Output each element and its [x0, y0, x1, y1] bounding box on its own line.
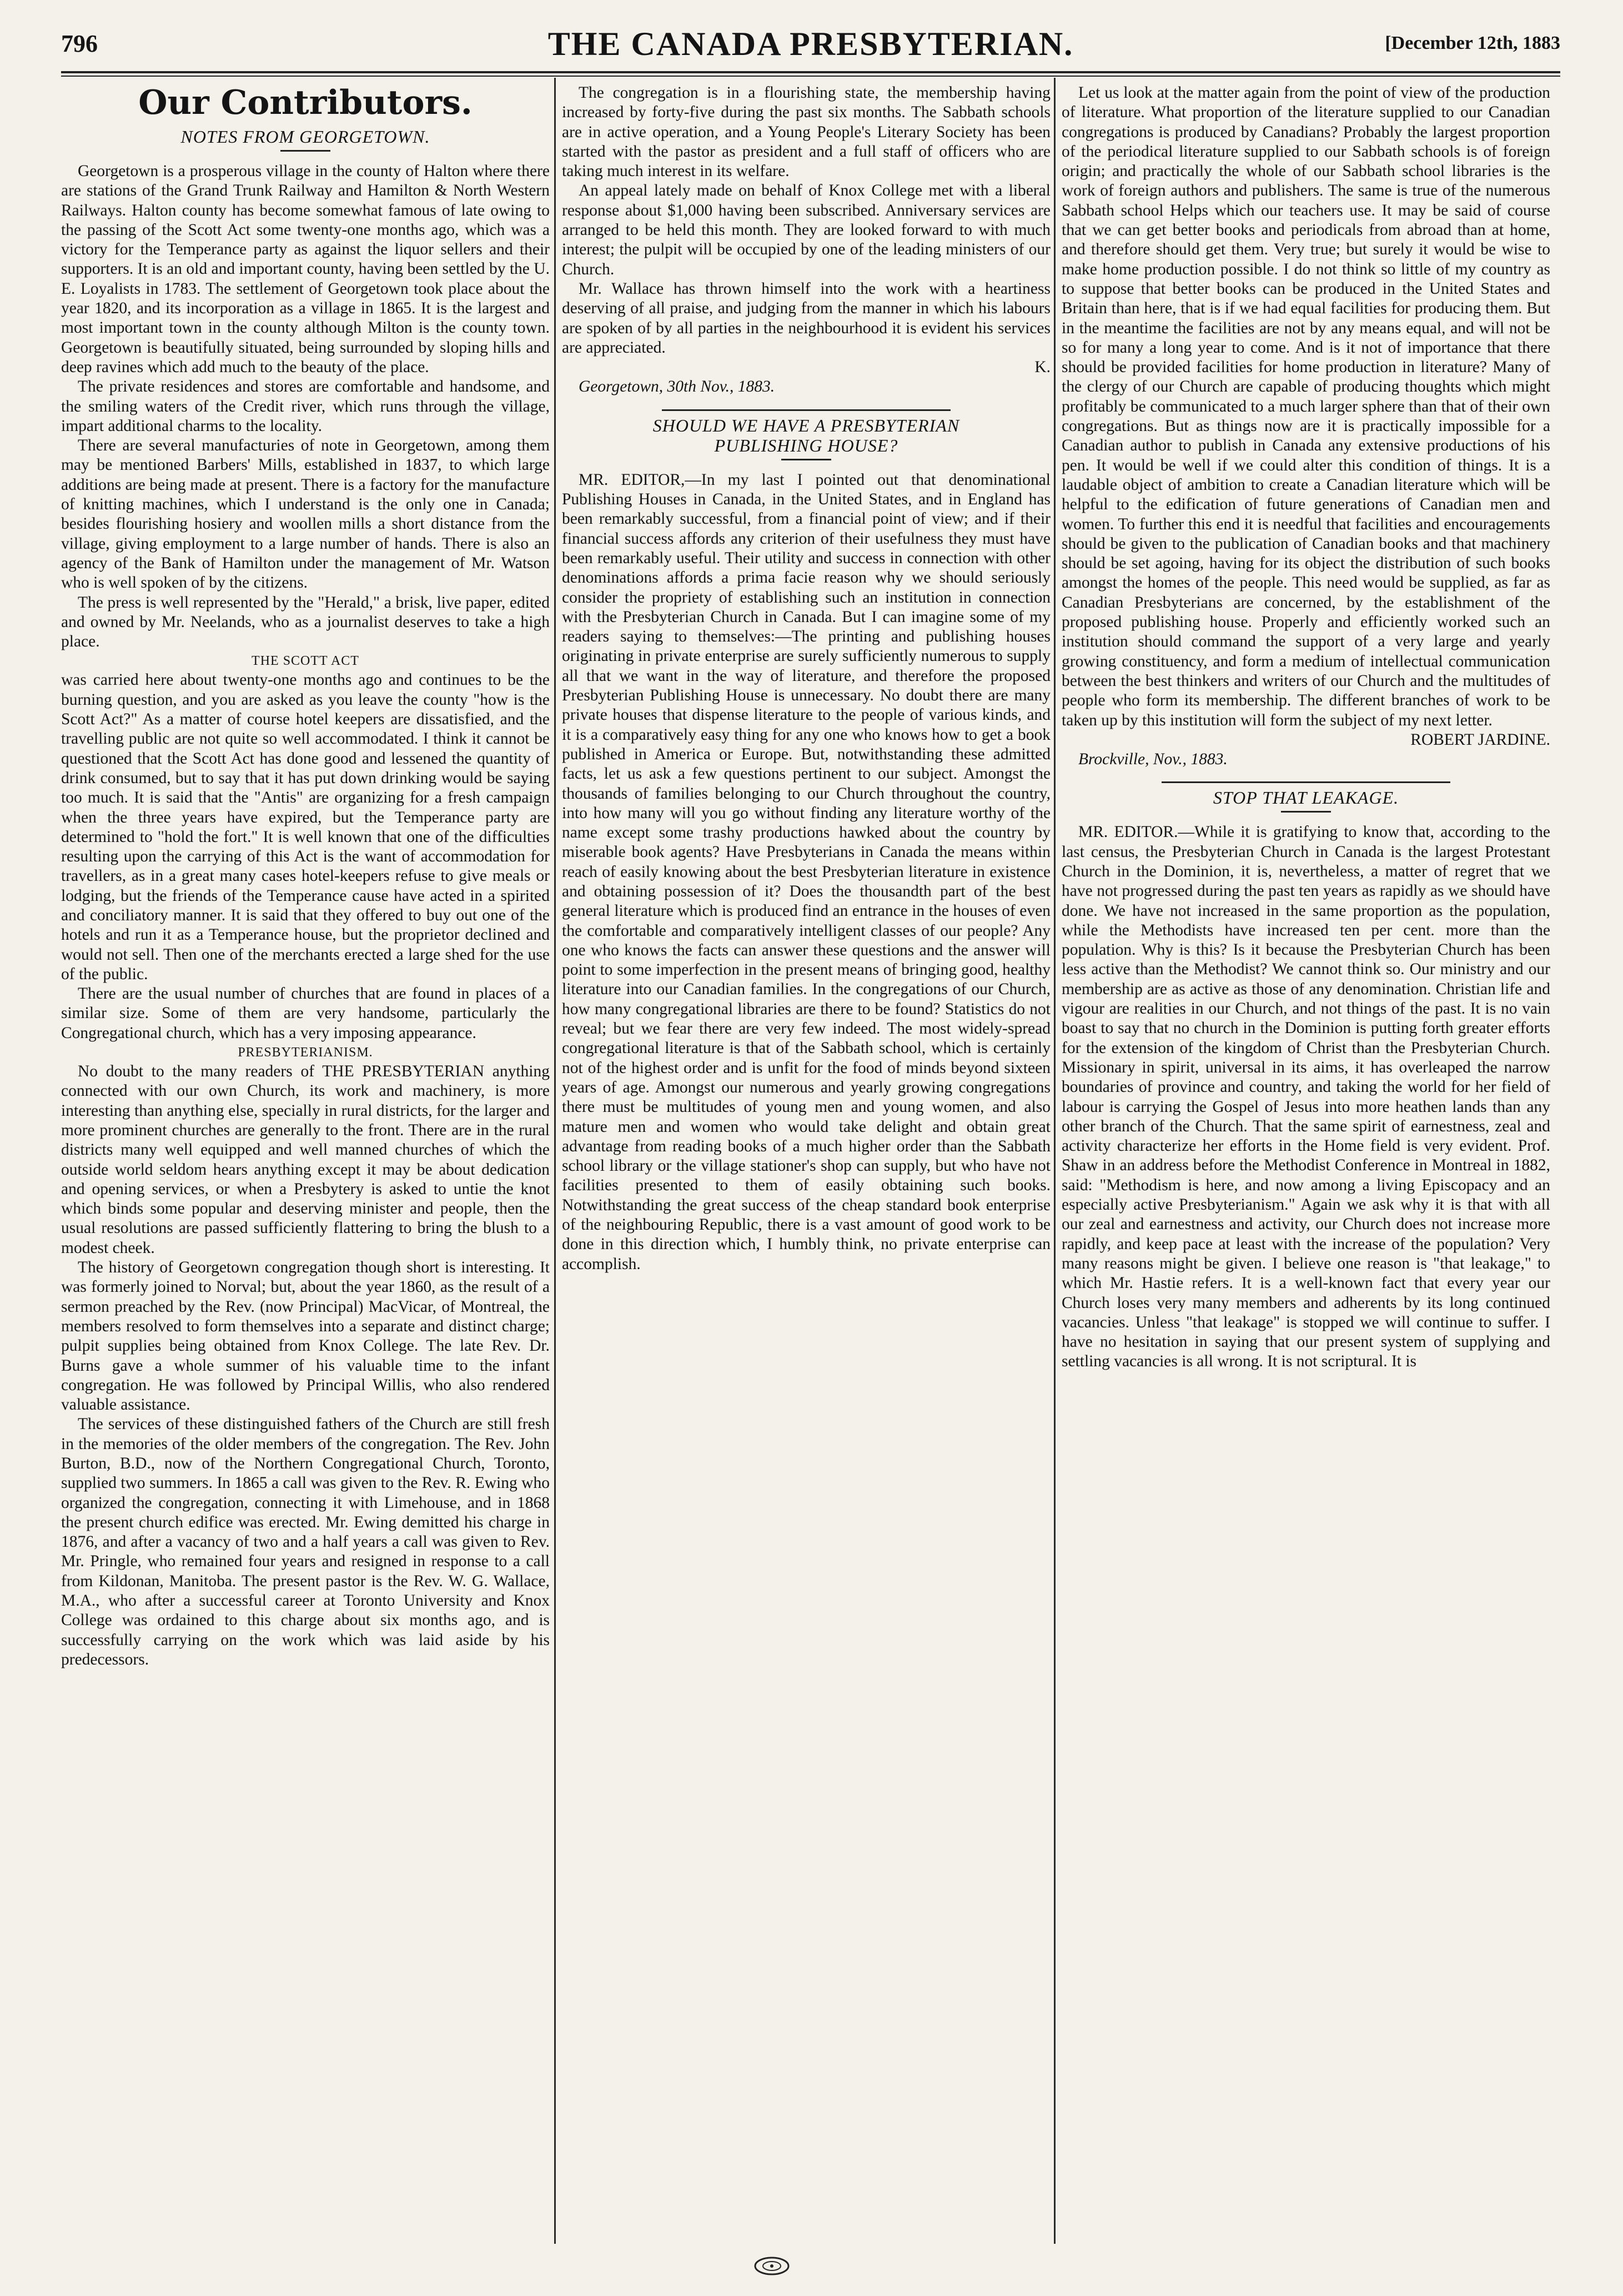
- article-title: SHOULD WE HAVE A PRESBYTERIAN: [652, 415, 960, 435]
- column-divider: [554, 78, 556, 2244]
- dateline: Brockville, Nov., 1883.: [1078, 750, 1228, 769]
- paragraph: The congregation is in a flourishing state, the membership having increased by forty-five during the past six months. The Sabbath schools are in active operation, and a Young People's Literary Society has been started with the pastor as president and a full staff of officers who are taking much interest in its welfare.: [562, 84, 1051, 181]
- masthead-rule: [61, 71, 1560, 73]
- column-1: [61, 83, 550, 2238]
- article-title: PUBLISHING HOUSE?: [714, 435, 898, 455]
- newspaper-title: THE CANADA PRESBYTERIAN.: [547, 26, 1074, 62]
- signature: ROBERT JARDINE.: [1410, 730, 1550, 749]
- dateline: Georgetown, 30th Nov., 1883.: [579, 378, 775, 396]
- paragraph: MR. EDITOR.—While it is gratifying to know that, according to the last census, the Presbyterian Church in Canada is the largest Protestant Church in the Dominion, it is, nevertheless, a matter of regret that we have not progressed during the past ten years as rapidly as we should have done. We have not increased in the same proportion as the population, while the Methodists have increased ten per cent. more than the population. Why is this? Is it because the Presbyterian Church has been less active than the Methodist? We cannot think so. Our ministry and our membership are as active as those of any denomination. Christian life and vigour are realities in our Church, and not things of the past. It is no vain boast to say that no church in the Dominion is putting forth greater efforts for the extension of the kingdom of Christ than the Presbyterian Church. Missionary in spirit, universal in its aims, it has overleaped the narrow boundaries of province and country, and taking the world for her field of labour is carrying the Gospel of Jesus into more heathen lands than any other branch of the Church. That the same spirit of earnestness, zeal and activity characterize her efforts in the Home field is very evident. Prof. Shaw in an address before the Methodist Conference in Montreal in 1882, said: "Methodism is here, and now among a living Episcopacy and an especially active Presbyterianism." Again we ask why it is that with all our zeal and earnestness and activity, our Church does not increase more rapidly, and keep pace at least with the increase of the population? Very many reasons might be given. I believe one reason is "that leakage," to which Mr. Hastie refers. It is a well-known fact that every year our Church loses very many members and adherents by its long continued vacancies. Unless "that leakage" is stopped we will continue to suffer. I have no hesitation in saying that our present system of supplying and settling vacancies is all wrong. It is not scriptural. It is: [1062, 823, 1550, 1371]
- subheading: PRESBYTERIANISM.: [238, 1045, 373, 1060]
- column-2: [562, 83, 1051, 2238]
- masthead-rule-thin: [61, 76, 1560, 77]
- title-rule: [781, 459, 831, 460]
- article-title: STOP THAT LEAKAGE.: [1213, 788, 1399, 808]
- paragraph: The private residences and stores are comfortable and handsome, and the smiling waters of the Credit river, which runs through the village, impart additional charms to the locality.: [61, 378, 550, 435]
- paragraph: Mr. Wallace has thrown himself into the work with a heartiness deserving of all praise, and judging from the manner in which his labours are spoken of by all parties in the neighbourhood it is evident his services are appreciated.: [562, 279, 1051, 357]
- title-rule: [1281, 811, 1331, 813]
- paragraph: An appeal lately made on behalf of Knox College met with a liberal response about $1,000 having been subscribed. Anniversary services are arranged to be held this month. They are looked forward to with much interest; the pulpit will be occupied by one of the leading ministers of our Church.: [562, 182, 1051, 278]
- paragraph: The services of these distinguished fathers of the Church are still fresh in the memories of the older members of the congregation. The Rev. John Burton, B.D., now of the Northern Congregational Church, Toronto, supplied two summers. In 1865 a call was given to the Rev. R. Ewing who organized the congregation, connecting it with Limehouse, and in 1868 the present church edifice was erected. Mr. Ewing demitted his charge in 1876, and after a vacancy of two and a half years a call was given to Rev. Mr. Pringle, who remained four years and resigned in response to a call from Kildonan, Manitoba. The present pastor is the Rev. W. G. Wallace, M.A., who after a successful career at Toronto University and Knox College was ordained to this charge about six months ago, and is successfully carrying on the work which was laid aside by his predecessors.: [61, 1415, 550, 1668]
- article-divider: [662, 409, 951, 411]
- paragraph: Georgetown is a prosperous village in the county of Halton where there are stations of the Grand Trunk Railway and Hamilton & North Western Railways. Halton county has become somewhat famous of late owing to the passing of the Scott Act some twenty-one months ago, which was a victory for the Temperance party as against the liquor sellers and their supporters. It is an old and important county, having been settled by the U. E. Loyalists in 1783. The settlement of Georgetown took place about the year 1820, and its incorporation as a village in 1865. It is the largest and most important town in the county although Milton is the county town. Georgetown is beautifully situated, being surrounded by sloping hills and deep ravines which add much to the beauty of the place.: [61, 162, 550, 376]
- masthead: [61, 25, 1560, 64]
- issue-date: [December 12th, 1883: [1385, 33, 1560, 53]
- paragraph: Let us look at the matter again from the point of view of the production of literature. What proportion of the literature supplied to our Canadian congregations is produced by Canadians? Probably the largest proportion of the periodical literature supplied to our Sabbath schools is of foreign origin; and practically the whole of our Sabbath school libraries is the work of foreign authors and publishers. The same is true of the numerous Sabbath school Helps which our teachers use. It may be said of course that we can get better books and periodicals from abroad than at home, and therefore should get them. Very true; but surely it would be wise to make home production possible. I do not think so little of my country as to suppose that better books can be produced in the United States and Britain than here, that is if we had equal facilities for producing them. But in the meantime the facilities are not by any means equal, and will not be so for many a long year to come. And is it not of importance that there should be provided facilities for home production in literature? Many of the clergy of our Church are capable of producing thoughts which might profitably be communicated to a much larger sphere than that of their own congregations. But as things now are it is practically impossible for a Canadian author to publish in Canada any extensive productions of his pen. It would be well if we could alter this condition of things. It is a laudable object of ambition to create a Canadian literature which will be helpful to the edification of future generations of Canadian men and women. To further this end it is needful that facilities and encouragements should be given to the publication of Canadian books and that machinery should be set agoing, having for its object the distribution of such books amongst the homes of the people. This need would be supplied, as far as Canadian Presbyterians are concerned, by the establishment of the proposed publishing house. Properly and efficiently worked such an institution should command the support of a very large and yearly growing constituency, and form a medium of intellectual communication between the best thinkers and writers of our Church and the multitudes of people who form its membership. The different branches of work to be taken up by this institution will form the subject of my next letter.: [1062, 84, 1550, 729]
- signature-line: [1062, 730, 1550, 750]
- section-title: Our Contributors.: [138, 83, 473, 122]
- article-title: NOTES FROM GEORGETOWN.: [180, 127, 430, 147]
- page-number: 796: [61, 30, 98, 57]
- paragraph: The history of Georgetown congregation though short is interesting. It was formerly joined to Norval; but, about the year 1860, as the result of a sermon preached by the Rev. (now Principal) MacVicar, of Montreal, the members resolved to form themselves into a separate and distinct charge; pulpit supplies being obtained from Knox College. The late Rev. Dr. Burns gave a whole summer of his valuable time to the infant congregation. He was followed by Principal Willis, who also rendered valuable assistance.: [61, 1259, 550, 1414]
- paragraph: There are several manufacturies of note in Georgetown, among them may be mentioned Barbers' Mills, established in 1837, to which large additions are being made at present. There is a factory for the manufacture of knitting machines, which I understand is the only one in Canada; besides flourishing hosiery and woollen mills a short distance from the village, giving employment to a large number of hands. There is also an agency of the Bank of Hamilton under the management of Mr. Watson who is well spoken of by the citizens.: [61, 437, 550, 592]
- subheading: THE SCOTT ACT: [252, 654, 359, 669]
- title-rule: [280, 150, 330, 152]
- paragraph: MR. EDITOR,—In my last I pointed out that denominational Publishing Houses in Canada, in the United States, and in England has been remarkably successful, from a financial point of view; and if their financial success affords any criterion of their usefulness they must have been remarkably useful. Their utility and success in connection with other denominations affords a prima facie reason why we should seriously consider the propriety of establishing such an institution in connection with the Presbyterian Church in Canada. But I can imagine some of my readers saying to themselves:—The printing and publishing houses originating in private enterprise are surely sufficiently numerous to supply all that we want in the way of literature, and therefore the proposed Presbyterian Publishing House is unnecessary. No doubt there are many private houses that dispense literature to the people of various kinds, and it is a comparatively easy thing for any one who knows how to get a book published in America or Europe. But, notwithstanding these admitted facts, let us ask a few questions pertinent to our subject. Amongst the thousands of families belonging to our Church throughout the country, into how many will you go without finding any literature worthy of the name except some trashy productions hawked about the country by miserable book agents? Have Presbyterians in Canada the means within reach of easily knowing about the best Presbyterian literature in existence and obtaining possession of it? Does the thousandth part of the best general literature which is produced find an entrance in the houses of even the comfortable and comparatively intelligent classes of our people? Any one who knows the facts can answer these questions and the answer will point to some imperfection in the present means of bringing good, healthy literature into our Canadian families. In the congregations of our Church, how many congregational libraries are there to be found? Statistics do not reveal; but we fear there are very few indeed. The most widely-spread congregational literature is that of the Sabbath school, which is certainly not of the highest order and is unfit for the food of minds beyond sixteen years of age. Amongst our numerous and yearly growing congregations there must be multitudes of young men and young women, and also mature men and women who would take delight and obtain great advantage from reading books of a much higher order than the Sabbath school library or the village stationer's shop can supply, but who have not facilities presented to them of easily obtaining such books. Notwithstanding the great success of the cheap standard book enterprise of the neighbouring Republic, there is a vast amount of good work to be done in this direction which, I humbly think, no private enterprise can accomplish.: [562, 470, 1051, 1273]
- paragraph: There are the usual number of churches that are found in places of a similar size. Some of them are very handsome, particularly the Congregational church, which has a very imposing appearance.: [61, 985, 550, 1042]
- column-divider: [1054, 78, 1056, 2244]
- article-divider: [1162, 781, 1450, 783]
- signature: K.: [1034, 358, 1051, 377]
- paragraph: The press is well represented by the "Herald," a brisk, live paper, edited and owned by Mr. Neelands, who as a journalist deserves to take a high place.: [61, 593, 550, 651]
- column-3: [1062, 83, 1550, 2238]
- paragraph: No doubt to the many readers of THE PRESBYTERIAN anything connected with our own Church, its work and machinery, is more interesting than anything else, specially in rural districts, for the larger and more prominent churches are generally to the front. There are in the rural districts many well equipped and well manned churches of which the outside world seldom hears anything except it may be about dedication and opening services, or when a Presbytery is asked to untie the knot which binds some popular and deserving minister and people, then the usual resolutions are passed sufficiently flattering to bring the blush to a modest cheek.: [61, 1062, 550, 1257]
- paragraph: was carried here about twenty-one months ago and continues to be the burning question, and you are asked as you leave the county "how is the Scott Act?" As a matter of course hotel keepers are dissatisfied, and the travelling public are not quite so well accommodated. I think it cannot be questioned that the Scott Act has done good and lessened the quantity of drink consumed, but to say that it has put down drinking would be saying too much. It is said that the "Antis" are organizing for a fresh campaign when the three years have expired, but the Temperance party are determined to "hold the fort." It is well known that one of the difficulties resulting upon the carrying of this Act is the want of accommodation for travellers, as in a great many cases hotel-keepers refuse to give meals or lodging, but the friends of the Temperance cause have acted in a spirited and conciliatory manner. It is said that they offered to buy out one of the hotels and run it as a Temperance house, but the proprietor declined and would not sell. Then one of the merchants erected a large shed for the use of the public.: [61, 671, 550, 983]
- signature-line: [562, 358, 1051, 377]
- ornament-icon: [752, 2255, 791, 2277]
